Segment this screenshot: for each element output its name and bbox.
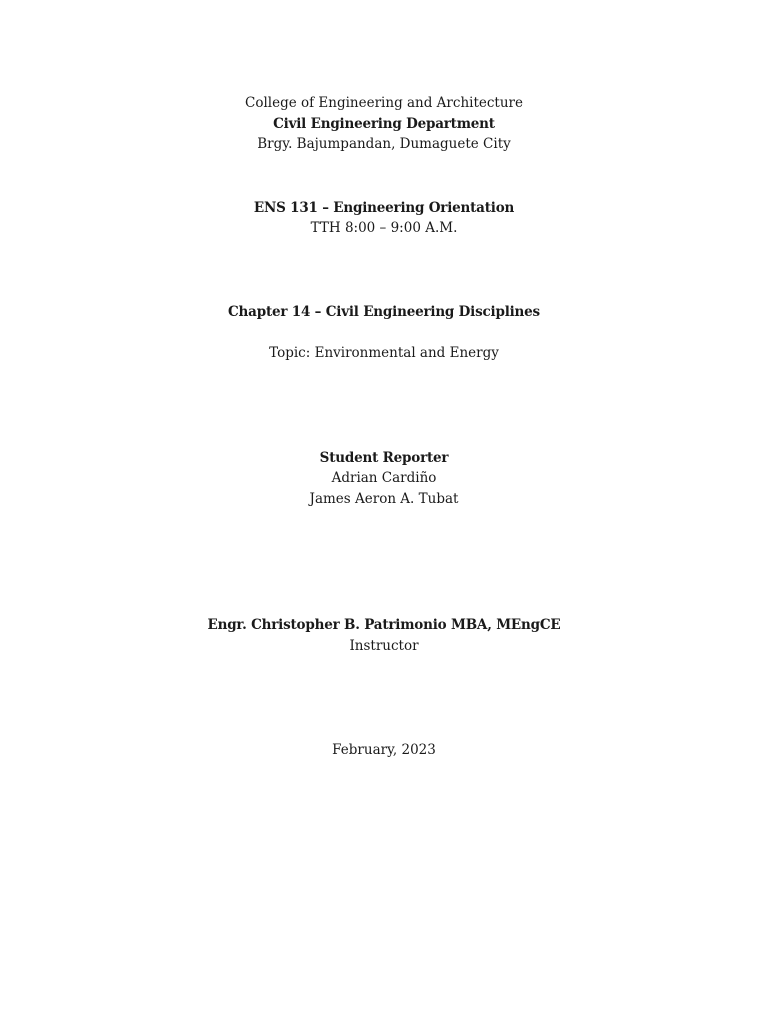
instructor-name: Engr. Christopher B. Patrimonio MBA, MEngCE bbox=[207, 617, 561, 633]
date: February, 2023 bbox=[332, 742, 436, 758]
college-name: College of Engineering and Architecture bbox=[245, 95, 523, 111]
address: Brgy. Bajumpandan, Dumaguete City bbox=[257, 136, 511, 152]
course-schedule: TTH 8:00 – 9:00 A.M. bbox=[310, 220, 458, 236]
reporter-name: Adrian Cardiño bbox=[331, 470, 437, 486]
course-title: ENS 131 – Engineering Orientation bbox=[253, 200, 515, 216]
topic: Topic: Environmental and Energy bbox=[269, 345, 499, 361]
chapter-title: Chapter 14 – Civil Engineering Disciplines bbox=[228, 304, 540, 320]
department-name: Civil Engineering Department bbox=[273, 116, 495, 132]
reporter-heading: Student Reporter bbox=[319, 450, 449, 466]
instructor-role: Instructor bbox=[349, 638, 419, 654]
reporter-name: James Aeron A. Tubat bbox=[309, 491, 459, 507]
